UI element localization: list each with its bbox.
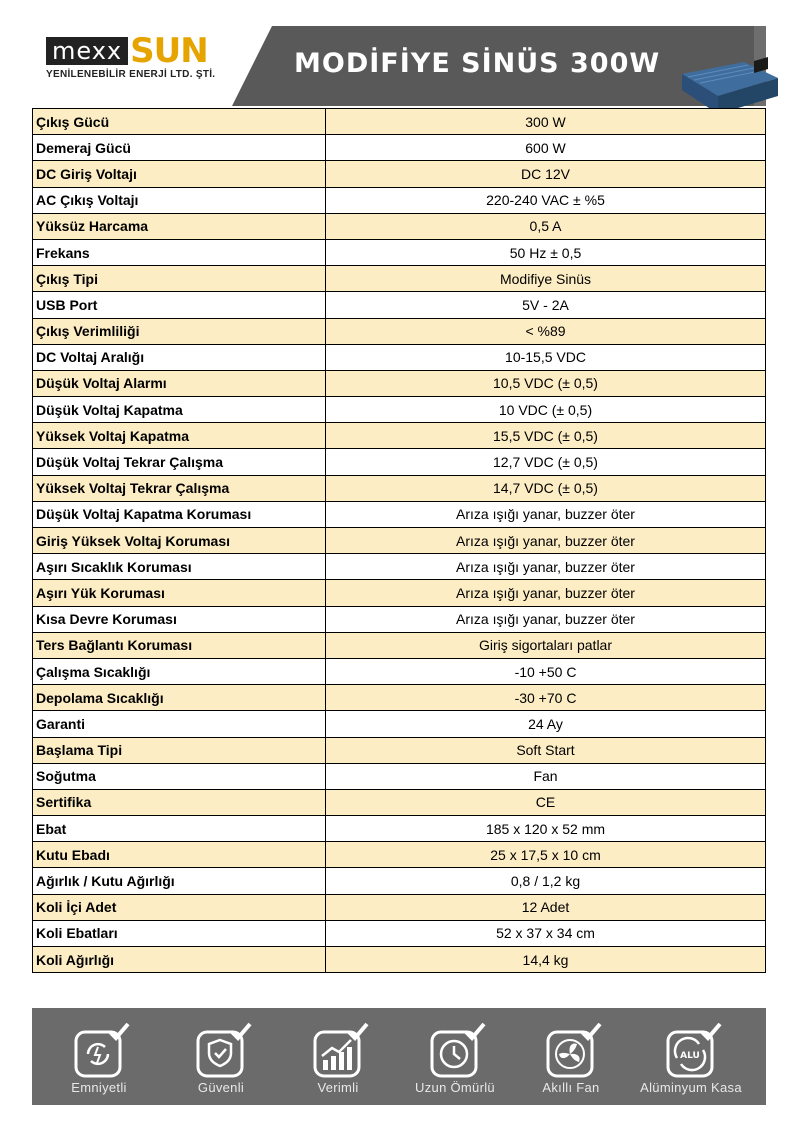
spec-row: [33, 397, 766, 423]
spec-label: Düşük Voltaj Kapatma: [33, 397, 326, 423]
feature-label: Akıllı Fan: [542, 1080, 600, 1095]
spec-value: Modifiye Sinüs: [326, 266, 766, 292]
spec-label: AC Çıkış Voltajı: [33, 187, 326, 213]
spec-row: [33, 187, 766, 213]
spec-row: [33, 789, 766, 815]
spec-label: Giriş Yüksek Voltaj Koruması: [33, 528, 326, 554]
feature-label: Alüminyum Kasa: [640, 1080, 742, 1095]
spec-value: Soft Start: [326, 737, 766, 763]
spec-value: 300 W: [326, 109, 766, 135]
spec-row: [33, 292, 766, 318]
spec-row: [33, 475, 766, 501]
logo-tagline: YENİLENEBİLİR ENERJİ LTD. ŞTİ.: [46, 69, 216, 80]
aluminium-icon: [656, 1020, 726, 1078]
feature-guvenli: [156, 1020, 286, 1095]
header: [32, 26, 766, 106]
spec-label: Kısa Devre Koruması: [33, 606, 326, 632]
spec-row: [33, 632, 766, 658]
spec-label: DC Voltaj Aralığı: [33, 344, 326, 370]
spec-row: [33, 606, 766, 632]
spec-label: Demeraj Gücü: [33, 135, 326, 161]
spec-label: Ebat: [33, 816, 326, 842]
spec-row: [33, 711, 766, 737]
spec-value: CE: [326, 789, 766, 815]
spec-label: Aşırı Sıcaklık Koruması: [33, 554, 326, 580]
feature-aluminyum-kasa: [626, 1020, 756, 1095]
logo: [46, 31, 226, 96]
spec-label: Çalışma Sıcaklığı: [33, 658, 326, 684]
spec-label: Yüksek Voltaj Kapatma: [33, 423, 326, 449]
feature-akilli-fan: [506, 1020, 636, 1095]
spec-value: Arıza ışığı yanar, buzzer öter: [326, 501, 766, 527]
spec-label: Koli İçi Adet: [33, 894, 326, 920]
spec-label: Düşük Voltaj Tekrar Çalışma: [33, 449, 326, 475]
spec-row: [33, 135, 766, 161]
spec-row: [33, 763, 766, 789]
spec-row: [33, 580, 766, 606]
shield-refresh-icon: [64, 1020, 134, 1078]
spec-row: [33, 894, 766, 920]
spec-label: Çıkış Verimliliği: [33, 318, 326, 344]
feature-emniyetli: [34, 1020, 164, 1095]
spec-label: Aşırı Yük Koruması: [33, 580, 326, 606]
spec-row: [33, 737, 766, 763]
spec-value: 600 W: [326, 135, 766, 161]
spec-row: [33, 842, 766, 868]
spec-table: [32, 108, 766, 973]
spec-value: Arıza ışığı yanar, buzzer öter: [326, 528, 766, 554]
feature-label: Verimli: [317, 1080, 359, 1095]
spec-row: [33, 423, 766, 449]
spec-value: Arıza ışığı yanar, buzzer öter: [326, 606, 766, 632]
spec-label: Düşük Voltaj Alarmı: [33, 370, 326, 396]
spec-value: 14,7 VDC (± 0,5): [326, 475, 766, 501]
spec-label: Garanti: [33, 711, 326, 737]
spec-row: [33, 239, 766, 265]
spec-label: Frekans: [33, 239, 326, 265]
clock-icon: [420, 1020, 490, 1078]
spec-row: [33, 344, 766, 370]
spec-value: 12 Adet: [326, 894, 766, 920]
fan-icon: [536, 1020, 606, 1078]
logo-secondary: SUN: [130, 31, 208, 71]
feature-bar: [32, 1008, 766, 1105]
spec-label: Yüksüz Harcama: [33, 213, 326, 239]
spec-label: Koli Ağırlığı: [33, 947, 326, 973]
spec-value: 5V - 2A: [326, 292, 766, 318]
spec-value: 10 VDC (± 0,5): [326, 397, 766, 423]
spec-value: DC 12V: [326, 161, 766, 187]
spec-label: DC Giriş Voltajı: [33, 161, 326, 187]
spec-value: -30 +70 C: [326, 685, 766, 711]
spec-row: [33, 554, 766, 580]
feature-label: Güvenli: [197, 1080, 245, 1095]
spec-row: [33, 920, 766, 946]
spec-label: Çıkış Tipi: [33, 266, 326, 292]
spec-value: 220-240 VAC ± %5: [326, 187, 766, 213]
feature-verimli: [273, 1020, 403, 1095]
spec-value: Fan: [326, 763, 766, 789]
spec-label: Düşük Voltaj Kapatma Koruması: [33, 501, 326, 527]
spec-label: Ağırlık / Kutu Ağırlığı: [33, 868, 326, 894]
spec-label: Depolama Sıcaklığı: [33, 685, 326, 711]
spec-row: [33, 868, 766, 894]
spec-row: [33, 501, 766, 527]
spec-label: Çıkış Gücü: [33, 109, 326, 135]
growth-chart-icon: [303, 1020, 373, 1078]
spec-value: 10-15,5 VDC: [326, 344, 766, 370]
spec-value: < %89: [326, 318, 766, 344]
spec-row: [33, 109, 766, 135]
spec-label: Başlama Tipi: [33, 737, 326, 763]
spec-value: 12,7 VDC (± 0,5): [326, 449, 766, 475]
spec-value: 50 Hz ± 0,5: [326, 239, 766, 265]
spec-label: Soğutma: [33, 763, 326, 789]
page-title: MODİFİYE SİNÜS 300W: [294, 48, 661, 79]
spec-value: Arıza ışığı yanar, buzzer öter: [326, 580, 766, 606]
inverter-product-image: [674, 56, 784, 116]
spec-value: 0,8 / 1,2 kg: [326, 868, 766, 894]
spec-row: [33, 266, 766, 292]
spec-row: [33, 685, 766, 711]
shield-check-icon: [186, 1020, 256, 1078]
spec-row: [33, 213, 766, 239]
spec-row: [33, 658, 766, 684]
spec-value: 25 x 17,5 x 10 cm: [326, 842, 766, 868]
feature-uzun-omurlu: [390, 1020, 520, 1095]
spec-row: [33, 449, 766, 475]
spec-row: [33, 816, 766, 842]
feature-label: Uzun Ömürlü: [415, 1080, 495, 1095]
spec-row: [33, 947, 766, 973]
spec-value: 52 x 37 x 34 cm: [326, 920, 766, 946]
spec-value: 15,5 VDC (± 0,5): [326, 423, 766, 449]
spec-value: 10,5 VDC (± 0,5): [326, 370, 766, 396]
spec-label: Ters Bağlantı Koruması: [33, 632, 326, 658]
spec-label: Yüksek Voltaj Tekrar Çalışma: [33, 475, 326, 501]
alu-badge-text: ALU: [680, 1051, 700, 1061]
spec-value: Giriş sigortaları patlar: [326, 632, 766, 658]
spec-row: [33, 528, 766, 554]
spec-value: 0,5 A: [326, 213, 766, 239]
feature-label: Emniyetli: [71, 1080, 127, 1095]
spec-row: [33, 370, 766, 396]
spec-value: Arıza ışığı yanar, buzzer öter: [326, 554, 766, 580]
spec-label: Kutu Ebadı: [33, 842, 326, 868]
spec-value: -10 +50 C: [326, 658, 766, 684]
spec-label: Sertifika: [33, 789, 326, 815]
spec-value: 14,4 kg: [326, 947, 766, 973]
spec-label: USB Port: [33, 292, 326, 318]
spec-label: Koli Ebatları: [33, 920, 326, 946]
logo-primary: mexx: [46, 37, 128, 65]
spec-row: [33, 161, 766, 187]
spec-row: [33, 318, 766, 344]
spec-value: 24 Ay: [326, 711, 766, 737]
spec-value: 185 x 120 x 52 mm: [326, 816, 766, 842]
